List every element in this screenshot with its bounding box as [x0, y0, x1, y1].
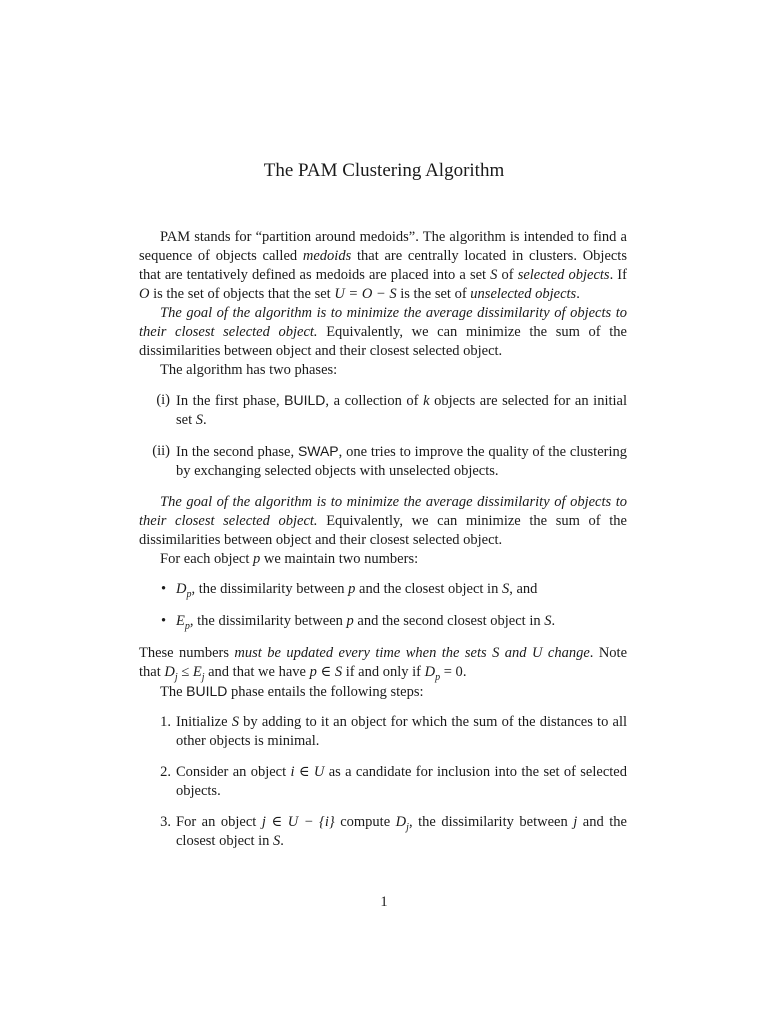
- math-equation: U = O − S: [334, 286, 397, 302]
- math-membership: j ∈ U − {i}: [261, 814, 335, 830]
- text: that are centrally located in clusters. Objects that are tentatively defined as medoids are placed into a set: [139, 248, 627, 283]
- emphasis: and: [499, 645, 532, 661]
- paragraph-phases-intro: The algorithm has two phases:: [160, 362, 338, 378]
- term-unselected-objects: unselected objects: [470, 286, 577, 302]
- list-item: [139, 813, 627, 851]
- text: , the dissimilarity between: [191, 581, 349, 597]
- math-S: S: [492, 645, 500, 661]
- text: Equivalently, we can minimize the sum of the dissimilarities between object and their closest selected object.: [139, 324, 627, 359]
- paragraph-build-intro: [139, 682, 627, 702]
- text: compute: [334, 814, 396, 830]
- math-S: S: [490, 267, 498, 283]
- bullet-icon: •: [161, 613, 167, 629]
- term-medoids: medoids: [302, 248, 352, 264]
- paragraph-goal-repeat: [139, 493, 627, 550]
- text: In the first phase,: [176, 393, 285, 409]
- math-symbol: D: [164, 664, 175, 680]
- text: Consider an object: [176, 764, 291, 780]
- list-item: [139, 391, 627, 430]
- text: objects are selected for an initial set: [176, 393, 628, 428]
- math-membership: i ∈ U: [290, 764, 325, 780]
- math-subscript: j: [406, 821, 409, 833]
- text: , the dissimilarity between: [189, 613, 347, 629]
- text: is the set of: [396, 286, 471, 302]
- math-j: j: [573, 814, 578, 830]
- document-title: The PAM Clustering Algorithm: [263, 160, 505, 181]
- text: as a candidate for inclusion into the set of selected objects.: [176, 764, 627, 799]
- page-number: 1: [380, 894, 388, 910]
- math-S: S: [501, 581, 510, 597]
- list-label: 1.: [160, 714, 171, 730]
- text: , the dissimilarity between: [408, 814, 574, 830]
- paragraph-intro: [139, 228, 627, 304]
- text: and that we have: [204, 664, 310, 680]
- list-item: [139, 763, 627, 801]
- list-item: [139, 612, 627, 631]
- document-body: [139, 228, 627, 863]
- text: , and: [509, 581, 538, 597]
- text: , a collection of: [325, 393, 424, 409]
- math-symbol: D: [395, 814, 407, 830]
- phase-name-build: BUILD: [284, 392, 326, 408]
- math-subscript: p: [186, 588, 192, 600]
- text: of: [497, 267, 518, 283]
- numbers-list: [139, 580, 627, 631]
- list-label: (i): [156, 392, 170, 408]
- math-p: p: [346, 613, 354, 629]
- text: The: [160, 684, 187, 700]
- math-k: k: [423, 393, 430, 409]
- paragraph-numbers-intro: [139, 550, 627, 569]
- text: PAM stands for “partition around medoids”. The algorithm is intended to find a sequence of objects called: [139, 229, 627, 264]
- text: and the second closest object in: [353, 613, 545, 629]
- phases-list: [139, 391, 627, 481]
- text: In the second phase,: [176, 444, 298, 460]
- list-label: 2.: [160, 764, 171, 780]
- math-subscript: j: [201, 671, 205, 683]
- list-item: [139, 580, 627, 599]
- text: Initialize: [176, 714, 232, 730]
- math-p: p: [348, 581, 356, 597]
- text: .: [202, 412, 207, 428]
- math-symbol: E: [176, 613, 185, 629]
- list-label: 3.: [160, 814, 171, 830]
- emphasis: change: [542, 645, 590, 661]
- math-subscript: p: [184, 620, 190, 632]
- text: and the closest object in: [355, 581, 502, 597]
- list-item: [139, 713, 627, 751]
- text: . Note that: [139, 645, 628, 680]
- term-selected-objects: selected objects: [517, 267, 610, 283]
- text: For each object: [160, 551, 254, 567]
- text: by adding to it an object for which the sum of the distances to all other objects is minimal.: [176, 714, 628, 749]
- math-symbol: = 0: [440, 664, 463, 680]
- phase-name-build: BUILD: [186, 683, 228, 699]
- math-symbol: D: [176, 581, 187, 597]
- math-S: S: [195, 412, 203, 428]
- goal-statement: The goal of the algorithm is to minimize the average dissimilarity of objects to their closest selected object.: [139, 494, 627, 529]
- goal-statement: The goal of the algorithm is to minimize the average dissimilarity of objects to their closest selected object.: [139, 305, 627, 340]
- emphasis: must be updated every time when the sets: [234, 645, 493, 661]
- list-label: (ii): [152, 443, 170, 459]
- bullet-icon: •: [161, 581, 167, 597]
- text: For an object: [176, 814, 262, 830]
- text: we maintain two numbers:: [260, 551, 419, 567]
- math-membership: p ∈ S: [309, 664, 343, 680]
- text: phase entails the following steps:: [227, 684, 424, 700]
- text: , one tries to improve the quality of the clustering by exchanging selected objects with unselected objects.: [176, 444, 627, 479]
- text: .: [551, 613, 556, 629]
- text: Equivalently, we can minimize the sum of the dissimilarities between object and their closest selected object.: [139, 513, 627, 548]
- text: These numbers: [139, 645, 235, 661]
- paragraph-update: [139, 644, 627, 682]
- text: .: [280, 833, 284, 849]
- math-subscript: p: [435, 671, 441, 683]
- math-symbol: D: [424, 664, 436, 680]
- paragraph-goal: [139, 304, 627, 361]
- math-subscript: j: [174, 671, 178, 683]
- text: and the closest object in: [176, 814, 627, 849]
- math-S: S: [273, 833, 281, 849]
- math-O: O: [139, 286, 150, 302]
- phase-name-swap: SWAP: [297, 443, 339, 459]
- list-item: [139, 442, 627, 481]
- math-p: p: [253, 551, 261, 567]
- text: .: [462, 664, 467, 680]
- math-symbol: ≤ E: [177, 664, 202, 680]
- math-S: S: [231, 714, 239, 730]
- text: is the set of objects that the set: [149, 286, 335, 302]
- text: .: [576, 286, 580, 302]
- math-S: S: [544, 613, 552, 629]
- text: if and only if: [342, 664, 425, 680]
- text: . If: [609, 267, 627, 283]
- math-U: U: [531, 645, 543, 661]
- build-steps-list: [139, 713, 627, 851]
